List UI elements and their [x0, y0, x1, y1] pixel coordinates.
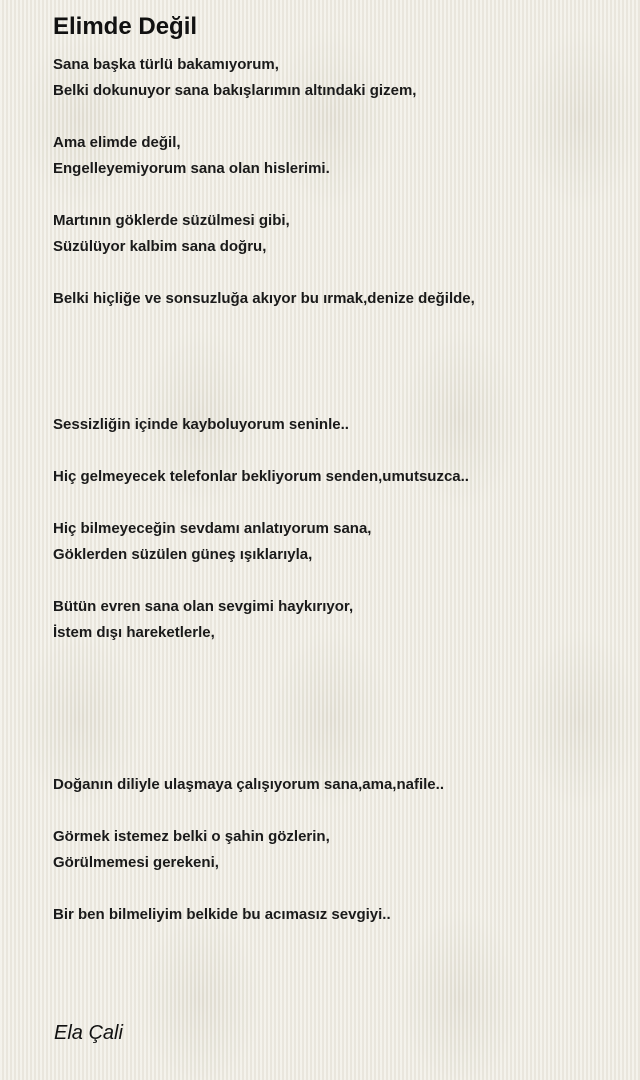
poem-line: Martının göklerde süzülmesi gibi,	[53, 212, 290, 229]
poem-line: Sessizliğin içinde kayboluyorum seninle..	[53, 416, 349, 433]
poem-line: Hiç gelmeyecek telefonlar bekliyorum senden,umutsuzca..	[53, 468, 469, 485]
poem-line: Göklerden süzülen güneş ışıklarıyla,	[53, 546, 313, 563]
poem-line: Sana başka türlü bakamıyorum,	[53, 56, 279, 73]
poem-line: Ama elimde değil,	[53, 134, 181, 151]
poem-line: Engelleyemiyorum sana olan hislerimi.	[53, 160, 330, 177]
poem-line: Doğanın diliyle ulaşmaya çalışıyorum sana,ama,nafile..	[53, 776, 444, 793]
poem-line: İstem dışı hareketlerle,	[53, 624, 215, 641]
poem-author: Ela Çali	[54, 1022, 123, 1044]
poem-line: Görmek istemez belki o şahin gözlerin,	[53, 828, 330, 845]
poem-line: Görülmemesi gerekeni,	[53, 854, 219, 871]
poem-line: Hiç bilmeyeceğin sevdamı anlatıyorum sana,	[53, 520, 372, 537]
poem-line: Bütün evren sana olan sevgimi haykırıyor,	[53, 598, 354, 615]
poem-title: Elimde Değil	[53, 13, 198, 40]
poem-line: Belki dokunuyor sana bakışlarımın altındaki gizem,	[53, 82, 417, 99]
poem-line: Bir ben bilmeliyim belkide bu acımasız sevgiyi..	[53, 906, 391, 923]
poem-line: Belki hiçliğe ve sonsuzluğa akıyor bu ırmak,denize değilde,	[53, 290, 475, 307]
poem-line: Süzülüyor kalbim sana doğru,	[53, 238, 267, 255]
